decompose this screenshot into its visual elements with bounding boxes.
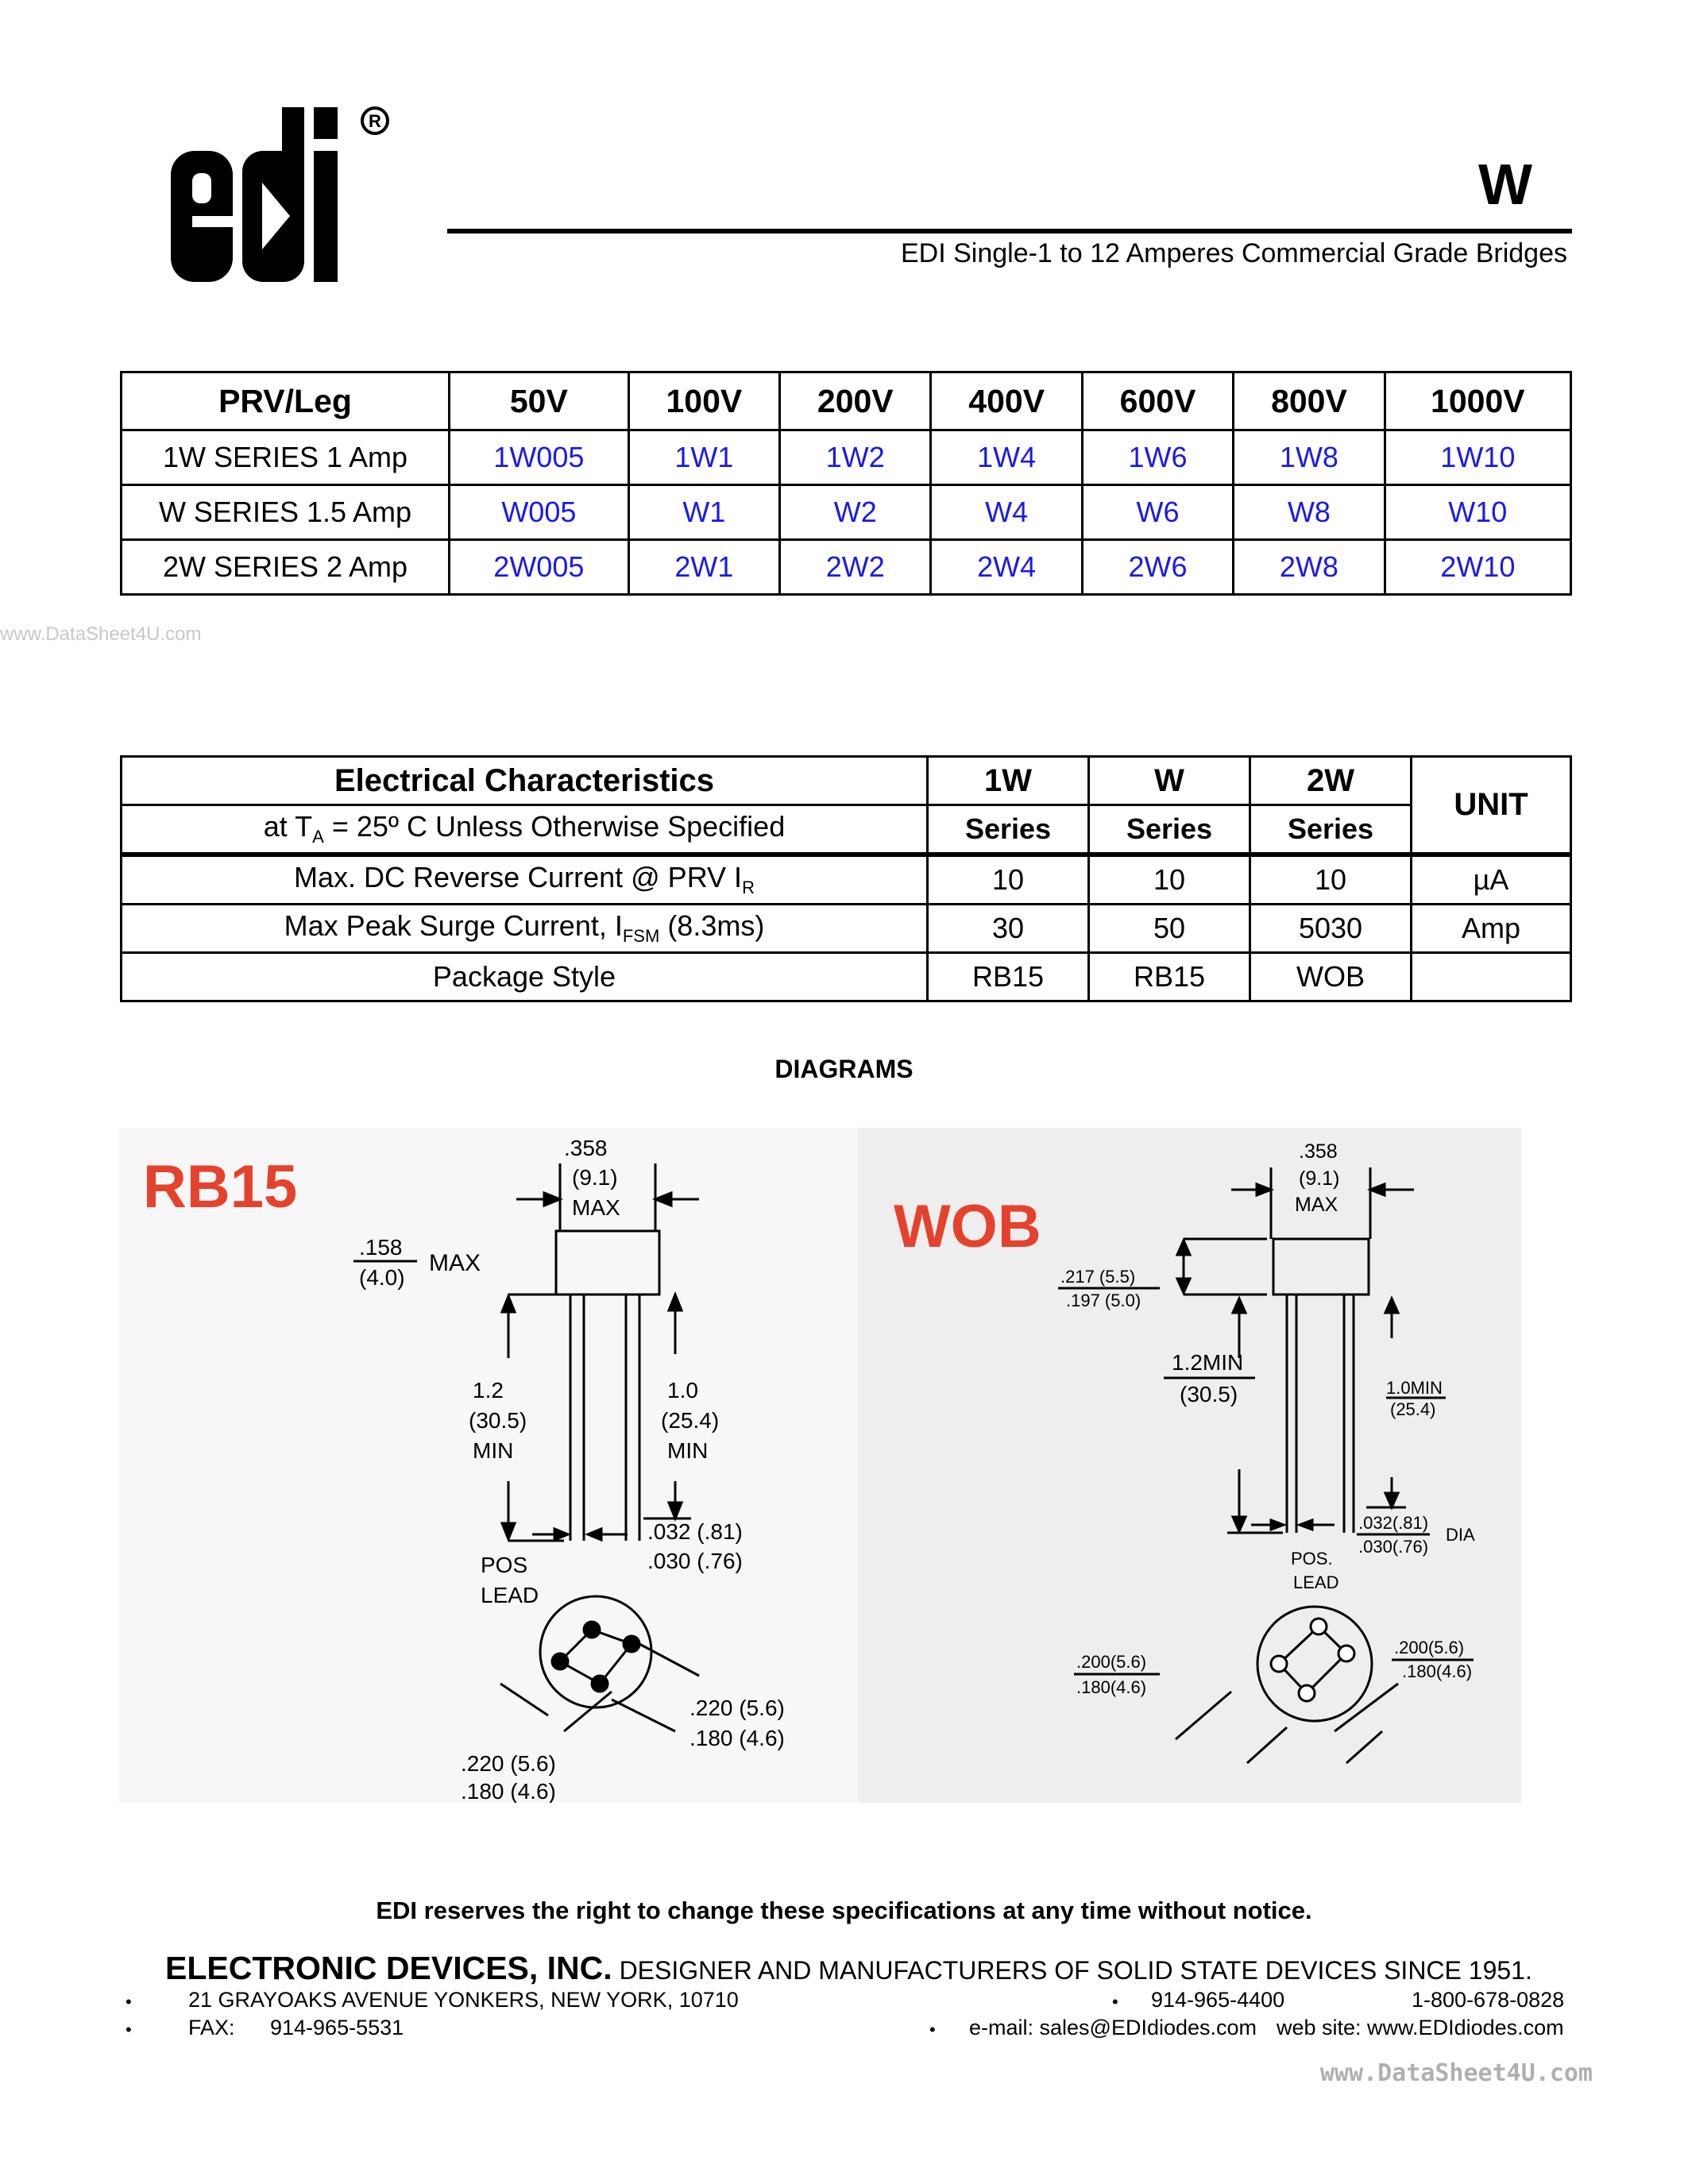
dim-label: LEAD (481, 1583, 539, 1607)
edi-logo (167, 103, 405, 286)
header-cell: 400V (931, 372, 1082, 430)
parameter-text: Max. DC Reverse Current @ PRV I (294, 861, 743, 894)
part-number: W2 (780, 485, 931, 540)
unit-cell (1412, 953, 1571, 1001)
table-row (122, 953, 1571, 1001)
series-label: 1W SERIES 1 Amp (122, 430, 450, 485)
page-title: W (1478, 153, 1532, 217)
dim-label: .032 (.81) (647, 1519, 743, 1544)
table-row (122, 430, 1571, 485)
series-word: Series (1089, 805, 1250, 855)
svg-text:R: R (369, 111, 381, 131)
dim-label: MAX (572, 1195, 620, 1220)
dim-label: .217 (5.5) (1060, 1267, 1136, 1287)
part-number: 1W10 (1385, 430, 1570, 485)
unit-header: UNIT (1412, 757, 1571, 855)
series-label: 2W SERIES 2 Amp (122, 540, 450, 595)
part-number: 2W8 (1234, 540, 1385, 595)
bullet: • (126, 2020, 132, 2039)
company-line (165, 1950, 1532, 1987)
dim-label: MAX (429, 1250, 481, 1276)
wob-diagram (858, 1128, 1521, 1803)
dim-label: POS (481, 1553, 528, 1577)
dim-label: MIN (473, 1438, 514, 1463)
diagrams-heading: DIAGRAMS (774, 1055, 914, 1083)
series-word: Series (928, 805, 1089, 855)
dim-label: 1.0 (667, 1378, 698, 1403)
dim-label: .032(.81) (1358, 1513, 1429, 1533)
part-number: 2W4 (931, 540, 1082, 595)
disclaimer-notice: EDI reserves the right to change these specifications at any time without notice. (376, 1897, 1312, 1924)
part-number: 2W10 (1385, 540, 1570, 595)
parameter-subscript: FSM (622, 926, 660, 947)
dim-label: MAX (1295, 1194, 1338, 1216)
dim-label: 1.2MIN (1172, 1350, 1244, 1375)
watermark: www.DataSheet4U.com (0, 623, 202, 645)
condition-subscript: A (312, 827, 324, 847)
table-header-row (122, 805, 1571, 855)
phone: 914-965-4400 (1151, 1988, 1285, 2012)
dim-label: (9.1) (1299, 1167, 1340, 1190)
parameter-label (122, 905, 928, 953)
series-code: 2W (1250, 757, 1412, 805)
test-condition (122, 805, 928, 855)
dim-label: LEAD (1293, 1572, 1339, 1592)
rb15-label: RB15 (143, 1153, 298, 1221)
condition-text: = 25º C Unless Otherwise Specified (323, 810, 786, 843)
email-link[interactable]: e-mail: sales@EDIdiodes.com (969, 2016, 1257, 2039)
parameter-text: (8.3ms) (659, 909, 765, 943)
header-cell: 100V (628, 372, 779, 430)
header-cell: PRV/Leg (122, 372, 450, 430)
fax-label: FAX: (188, 2016, 235, 2039)
value-cell: 5030 (1250, 905, 1412, 953)
dim-label: MIN (667, 1438, 709, 1463)
dim-label: 1.0MIN (1386, 1378, 1443, 1398)
part-number: 1W2 (780, 430, 931, 485)
value-cell: RB15 (1089, 953, 1250, 1001)
dim-label: (4.0) (359, 1265, 405, 1290)
dim-label: (25.4) (1390, 1399, 1436, 1419)
series-code: W (1089, 757, 1250, 805)
unit-cell: µA (1412, 855, 1571, 905)
table-header-row (122, 372, 1571, 430)
website-link[interactable]: web site: www.EDIdiodes.com (1277, 2016, 1564, 2039)
part-number-table (120, 371, 1572, 596)
part-number: 1W1 (628, 430, 779, 485)
value-cell: 50 (1089, 905, 1250, 953)
series-code: 1W (928, 757, 1089, 805)
dim-label: .200(5.6) (1076, 1652, 1147, 1672)
dim-label: (30.5) (469, 1408, 527, 1433)
part-number: 1W6 (1082, 430, 1233, 485)
table-row (122, 855, 1571, 905)
value-cell: 10 (1250, 855, 1412, 905)
value-cell: 10 (1089, 855, 1250, 905)
fax-number: 914-965-5531 (270, 2016, 404, 2039)
dim-label: .200(5.6) (1394, 1638, 1465, 1657)
part-number: 2W005 (450, 540, 629, 595)
part-number: W005 (450, 485, 629, 540)
header-cell: 800V (1234, 372, 1385, 430)
wob-label: WOB (894, 1193, 1041, 1260)
part-number: 1W005 (450, 430, 629, 485)
table-header-row (122, 757, 1571, 805)
table-title: Electrical Characteristics (122, 757, 928, 805)
unit-cell: Amp (1412, 905, 1571, 953)
series-label: W SERIES 1.5 Amp (122, 485, 450, 540)
header-cell: 50V (450, 372, 629, 430)
rb15-diagram (119, 1128, 862, 1803)
part-number: W8 (1234, 485, 1385, 540)
electrical-characteristics-table (120, 755, 1572, 1002)
part-number: 2W2 (780, 540, 931, 595)
value-cell: RB15 (928, 953, 1089, 1001)
value-cell: 30 (928, 905, 1089, 953)
dim-label: (9.1) (572, 1165, 618, 1190)
dim-label: .220 (5.6) (689, 1696, 785, 1720)
dim-label: .030(.76) (1358, 1537, 1429, 1557)
header-cell: 1000V (1385, 372, 1570, 430)
part-number: W10 (1385, 485, 1570, 540)
part-number: W4 (931, 485, 1082, 540)
part-number: 2W1 (628, 540, 779, 595)
dim-label: 1.2 (473, 1378, 504, 1403)
dim-label: .180(4.6) (1402, 1661, 1473, 1681)
dim-label: (30.5) (1180, 1382, 1238, 1406)
dim-label: .158 (359, 1235, 403, 1260)
bullet: • (929, 2020, 936, 2039)
bullet: • (126, 1992, 132, 2012)
part-number: W6 (1082, 485, 1233, 540)
dim-label: POS. (1291, 1549, 1333, 1569)
parameter-text: Max Peak Surge Current, I (284, 909, 623, 943)
watermark: www.DataSheet4U.com (1319, 2059, 1593, 2087)
dim-label: .030 (.76) (647, 1549, 743, 1573)
dim-label: DIA (1446, 1525, 1475, 1545)
header-cell: 200V (780, 372, 931, 430)
dim-label: .180(4.6) (1076, 1677, 1147, 1697)
dim-label: (25.4) (661, 1408, 720, 1433)
address: 21 GRAYOAKS AVENUE YONKERS, NEW YORK, 10710 (188, 1988, 739, 2012)
dim-label: .197 (5.0) (1066, 1291, 1141, 1310)
part-number: W1 (628, 485, 779, 540)
value-cell: WOB (1250, 953, 1412, 1001)
parameter-label (122, 855, 928, 905)
table-row (122, 540, 1571, 595)
bullet: • (1112, 1992, 1118, 2012)
dim-label: .180 (4.6) (461, 1779, 556, 1803)
header-cell: 600V (1082, 372, 1233, 430)
part-number: 1W4 (931, 430, 1082, 485)
header-divider (447, 229, 1572, 233)
parameter-subscript: R (742, 878, 755, 898)
dim-label: .358 (1299, 1140, 1338, 1163)
table-row (122, 905, 1571, 953)
series-word: Series (1250, 805, 1412, 855)
dim-label: .358 (564, 1136, 608, 1160)
page-subtitle: EDI Single-1 to 12 Amperes Commercial Grade Bridges (900, 238, 1567, 268)
tollfree-phone: 1-800-678-0828 (1412, 1988, 1565, 2012)
company-tagline: DESIGNER AND MANUFACTURERS OF SOLID STATE DEVICES SINCE 1951. (612, 1956, 1532, 1985)
dim-label: .220 (5.6) (461, 1751, 556, 1776)
condition-text: at T (263, 810, 313, 843)
part-number: 1W8 (1234, 430, 1385, 485)
part-number: 2W6 (1082, 540, 1233, 595)
table-row (122, 485, 1571, 540)
parameter-label: Package Style (122, 953, 928, 1001)
company-name: ELECTRONIC DEVICES, INC. (165, 1950, 612, 1986)
dim-label: .180 (4.6) (689, 1726, 785, 1750)
value-cell: 10 (928, 855, 1089, 905)
